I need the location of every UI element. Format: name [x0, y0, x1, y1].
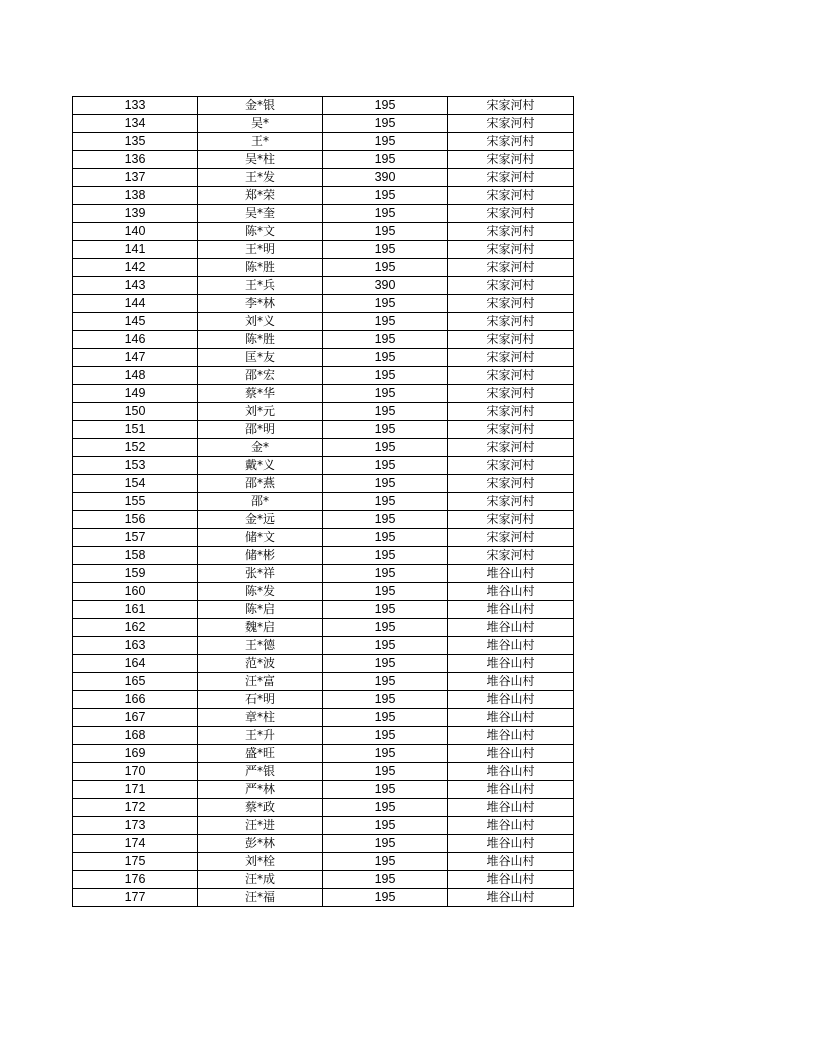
village-cell: 堆谷山村 — [448, 853, 574, 871]
row-number-cell: 134 — [73, 115, 198, 133]
village-cell: 宋家河村 — [448, 421, 574, 439]
amount-cell: 195 — [323, 313, 448, 331]
row-number-cell: 160 — [73, 583, 198, 601]
table-row — [73, 115, 574, 133]
table-row — [73, 655, 574, 673]
name-cell: 王*明 — [198, 241, 323, 259]
name-cell: 彭*林 — [198, 835, 323, 853]
amount-cell: 195 — [323, 799, 448, 817]
table-row — [73, 799, 574, 817]
name-cell: 吴*奎 — [198, 205, 323, 223]
amount-cell: 195 — [323, 565, 448, 583]
row-number-cell: 140 — [73, 223, 198, 241]
village-cell: 堆谷山村 — [448, 817, 574, 835]
amount-cell: 195 — [323, 601, 448, 619]
amount-cell: 195 — [323, 493, 448, 511]
name-cell: 刘*义 — [198, 313, 323, 331]
table-row — [73, 835, 574, 853]
table-row — [73, 853, 574, 871]
table-row — [73, 529, 574, 547]
village-cell: 宋家河村 — [448, 115, 574, 133]
name-cell: 蔡*华 — [198, 385, 323, 403]
name-cell: 陈*启 — [198, 601, 323, 619]
table-row — [73, 313, 574, 331]
village-cell: 宋家河村 — [448, 529, 574, 547]
amount-cell: 195 — [323, 367, 448, 385]
row-number-cell: 157 — [73, 529, 198, 547]
village-cell: 堆谷山村 — [448, 637, 574, 655]
amount-cell: 195 — [323, 475, 448, 493]
village-cell: 宋家河村 — [448, 439, 574, 457]
name-cell: 储*彬 — [198, 547, 323, 565]
name-cell: 邵*燕 — [198, 475, 323, 493]
row-number-cell: 173 — [73, 817, 198, 835]
row-number-cell: 170 — [73, 763, 198, 781]
village-cell: 堆谷山村 — [448, 835, 574, 853]
row-number-cell: 146 — [73, 331, 198, 349]
amount-cell: 195 — [323, 511, 448, 529]
amount-cell: 195 — [323, 97, 448, 115]
village-cell: 堆谷山村 — [448, 763, 574, 781]
table-body — [73, 97, 574, 907]
amount-cell: 195 — [323, 763, 448, 781]
table-row — [73, 385, 574, 403]
amount-cell: 195 — [323, 673, 448, 691]
amount-cell: 195 — [323, 295, 448, 313]
table-row — [73, 241, 574, 259]
row-number-cell: 168 — [73, 727, 198, 745]
village-cell: 宋家河村 — [448, 205, 574, 223]
table-row — [73, 817, 574, 835]
table-row — [73, 151, 574, 169]
village-cell: 宋家河村 — [448, 403, 574, 421]
amount-cell: 195 — [323, 727, 448, 745]
row-number-cell: 149 — [73, 385, 198, 403]
name-cell: 金*银 — [198, 97, 323, 115]
table-row — [73, 97, 574, 115]
table-row — [73, 169, 574, 187]
table-row — [73, 619, 574, 637]
amount-cell: 195 — [323, 331, 448, 349]
name-cell: 王*升 — [198, 727, 323, 745]
village-cell: 堆谷山村 — [448, 745, 574, 763]
table-row — [73, 745, 574, 763]
table-row — [73, 457, 574, 475]
table-row — [73, 691, 574, 709]
amount-cell: 195 — [323, 457, 448, 475]
table-row — [73, 331, 574, 349]
name-cell: 魏*启 — [198, 619, 323, 637]
amount-cell: 195 — [323, 529, 448, 547]
name-cell: 汪*福 — [198, 889, 323, 907]
name-cell: 匡*友 — [198, 349, 323, 367]
row-number-cell: 161 — [73, 601, 198, 619]
village-cell: 宋家河村 — [448, 547, 574, 565]
table-row — [73, 871, 574, 889]
village-cell: 堆谷山村 — [448, 691, 574, 709]
amount-cell: 195 — [323, 241, 448, 259]
village-cell: 堆谷山村 — [448, 601, 574, 619]
row-number-cell: 141 — [73, 241, 198, 259]
village-cell: 宋家河村 — [448, 349, 574, 367]
table-row — [73, 727, 574, 745]
amount-cell: 195 — [323, 745, 448, 763]
name-cell: 陈*胜 — [198, 259, 323, 277]
row-number-cell: 163 — [73, 637, 198, 655]
amount-cell: 195 — [323, 817, 448, 835]
village-cell: 宋家河村 — [448, 457, 574, 475]
name-cell: 范*波 — [198, 655, 323, 673]
name-cell: 王*发 — [198, 169, 323, 187]
village-cell: 宋家河村 — [448, 367, 574, 385]
amount-cell: 195 — [323, 547, 448, 565]
village-cell: 宋家河村 — [448, 97, 574, 115]
name-cell: 汪*进 — [198, 817, 323, 835]
name-cell: 陈*胜 — [198, 331, 323, 349]
row-number-cell: 172 — [73, 799, 198, 817]
name-cell: 邵*明 — [198, 421, 323, 439]
name-cell: 吴*柱 — [198, 151, 323, 169]
name-cell: 严*银 — [198, 763, 323, 781]
data-table — [72, 96, 574, 907]
row-number-cell: 154 — [73, 475, 198, 493]
village-cell: 宋家河村 — [448, 259, 574, 277]
spreadsheet-page — [72, 96, 573, 907]
amount-cell: 195 — [323, 187, 448, 205]
amount-cell: 195 — [323, 385, 448, 403]
row-number-cell: 144 — [73, 295, 198, 313]
name-cell: 章*柱 — [198, 709, 323, 727]
amount-cell: 195 — [323, 583, 448, 601]
name-cell: 王* — [198, 133, 323, 151]
amount-cell: 195 — [323, 781, 448, 799]
village-cell: 堆谷山村 — [448, 871, 574, 889]
row-number-cell: 137 — [73, 169, 198, 187]
amount-cell: 195 — [323, 403, 448, 421]
table-row — [73, 673, 574, 691]
table-row — [73, 277, 574, 295]
village-cell: 宋家河村 — [448, 493, 574, 511]
village-cell: 堆谷山村 — [448, 709, 574, 727]
village-cell: 宋家河村 — [448, 223, 574, 241]
village-cell: 宋家河村 — [448, 313, 574, 331]
amount-cell: 195 — [323, 151, 448, 169]
village-cell: 堆谷山村 — [448, 583, 574, 601]
village-cell: 宋家河村 — [448, 133, 574, 151]
village-cell: 宋家河村 — [448, 241, 574, 259]
table-row — [73, 565, 574, 583]
amount-cell: 195 — [323, 115, 448, 133]
table-row — [73, 349, 574, 367]
table-row — [73, 439, 574, 457]
village-cell: 堆谷山村 — [448, 619, 574, 637]
village-cell: 堆谷山村 — [448, 889, 574, 907]
amount-cell: 195 — [323, 691, 448, 709]
row-number-cell: 145 — [73, 313, 198, 331]
row-number-cell: 155 — [73, 493, 198, 511]
amount-cell: 195 — [323, 421, 448, 439]
village-cell: 宋家河村 — [448, 511, 574, 529]
row-number-cell: 167 — [73, 709, 198, 727]
amount-cell: 195 — [323, 133, 448, 151]
name-cell: 王*兵 — [198, 277, 323, 295]
village-cell: 堆谷山村 — [448, 727, 574, 745]
table-row — [73, 547, 574, 565]
amount-cell: 195 — [323, 223, 448, 241]
name-cell: 邵* — [198, 493, 323, 511]
table-row — [73, 421, 574, 439]
table-row — [73, 493, 574, 511]
name-cell: 郑*荣 — [198, 187, 323, 205]
name-cell: 盛*旺 — [198, 745, 323, 763]
amount-cell: 195 — [323, 655, 448, 673]
row-number-cell: 135 — [73, 133, 198, 151]
table-row — [73, 223, 574, 241]
table-row — [73, 259, 574, 277]
amount-cell: 195 — [323, 853, 448, 871]
row-number-cell: 142 — [73, 259, 198, 277]
name-cell: 蔡*政 — [198, 799, 323, 817]
table-row — [73, 511, 574, 529]
row-number-cell: 166 — [73, 691, 198, 709]
name-cell: 汪*成 — [198, 871, 323, 889]
name-cell: 陈*发 — [198, 583, 323, 601]
amount-cell: 195 — [323, 889, 448, 907]
name-cell: 邵*宏 — [198, 367, 323, 385]
table-row — [73, 637, 574, 655]
amount-cell: 195 — [323, 835, 448, 853]
table-row — [73, 709, 574, 727]
row-number-cell: 150 — [73, 403, 198, 421]
name-cell: 吴* — [198, 115, 323, 133]
name-cell: 汪*富 — [198, 673, 323, 691]
table-row — [73, 601, 574, 619]
village-cell: 宋家河村 — [448, 151, 574, 169]
row-number-cell: 152 — [73, 439, 198, 457]
amount-cell: 195 — [323, 259, 448, 277]
table-row — [73, 475, 574, 493]
village-cell: 宋家河村 — [448, 331, 574, 349]
row-number-cell: 159 — [73, 565, 198, 583]
table-row — [73, 583, 574, 601]
name-cell: 王*德 — [198, 637, 323, 655]
amount-cell: 195 — [323, 619, 448, 637]
table-row — [73, 367, 574, 385]
table-row — [73, 403, 574, 421]
village-cell: 宋家河村 — [448, 385, 574, 403]
row-number-cell: 158 — [73, 547, 198, 565]
row-number-cell: 139 — [73, 205, 198, 223]
row-number-cell: 174 — [73, 835, 198, 853]
name-cell: 戴*义 — [198, 457, 323, 475]
village-cell: 宋家河村 — [448, 187, 574, 205]
row-number-cell: 153 — [73, 457, 198, 475]
name-cell: 刘*栓 — [198, 853, 323, 871]
row-number-cell: 175 — [73, 853, 198, 871]
row-number-cell: 177 — [73, 889, 198, 907]
row-number-cell: 171 — [73, 781, 198, 799]
name-cell: 石*明 — [198, 691, 323, 709]
row-number-cell: 151 — [73, 421, 198, 439]
name-cell: 金* — [198, 439, 323, 457]
amount-cell: 195 — [323, 637, 448, 655]
amount-cell: 195 — [323, 871, 448, 889]
name-cell: 陈*文 — [198, 223, 323, 241]
row-number-cell: 147 — [73, 349, 198, 367]
row-number-cell: 148 — [73, 367, 198, 385]
village-cell: 宋家河村 — [448, 169, 574, 187]
village-cell: 宋家河村 — [448, 277, 574, 295]
name-cell: 金*远 — [198, 511, 323, 529]
name-cell: 严*林 — [198, 781, 323, 799]
name-cell: 储*文 — [198, 529, 323, 547]
amount-cell: 195 — [323, 349, 448, 367]
table-row — [73, 763, 574, 781]
table-row — [73, 295, 574, 313]
amount-cell: 195 — [323, 439, 448, 457]
village-cell: 堆谷山村 — [448, 673, 574, 691]
table-row — [73, 781, 574, 799]
row-number-cell: 143 — [73, 277, 198, 295]
amount-cell: 195 — [323, 709, 448, 727]
table-row — [73, 187, 574, 205]
row-number-cell: 169 — [73, 745, 198, 763]
village-cell: 堆谷山村 — [448, 781, 574, 799]
village-cell: 堆谷山村 — [448, 655, 574, 673]
amount-cell: 195 — [323, 205, 448, 223]
table-row — [73, 205, 574, 223]
row-number-cell: 138 — [73, 187, 198, 205]
amount-cell: 390 — [323, 277, 448, 295]
row-number-cell: 164 — [73, 655, 198, 673]
row-number-cell: 136 — [73, 151, 198, 169]
table-row — [73, 889, 574, 907]
name-cell: 李*林 — [198, 295, 323, 313]
name-cell: 张*祥 — [198, 565, 323, 583]
name-cell: 刘*元 — [198, 403, 323, 421]
row-number-cell: 133 — [73, 97, 198, 115]
row-number-cell: 162 — [73, 619, 198, 637]
row-number-cell: 176 — [73, 871, 198, 889]
row-number-cell: 165 — [73, 673, 198, 691]
table-row — [73, 133, 574, 151]
row-number-cell: 156 — [73, 511, 198, 529]
village-cell: 宋家河村 — [448, 295, 574, 313]
village-cell: 宋家河村 — [448, 475, 574, 493]
village-cell: 堆谷山村 — [448, 565, 574, 583]
amount-cell: 390 — [323, 169, 448, 187]
village-cell: 堆谷山村 — [448, 799, 574, 817]
